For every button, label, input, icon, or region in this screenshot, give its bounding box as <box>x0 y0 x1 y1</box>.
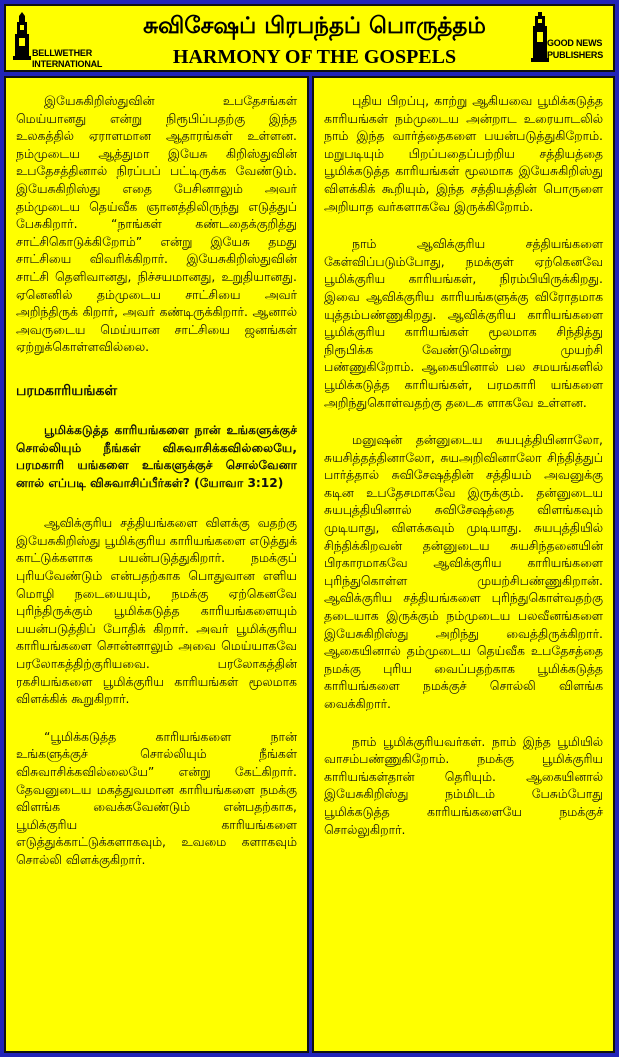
logo-right-line2: PUBLISHERS <box>547 50 604 60</box>
logo-left-line2: INTERNATIONAL <box>32 59 103 69</box>
right-paragraph-1: புதிய பிறப்பு, காற்று ஆகியவை பூமிக்கடுத்த காரியங்கள் நம்முடைய அன்றாட உரையாடலில் நாம் இந்த வார்த்தைகளை பயன்படுத்துகிறோம். மறுபடியும் பிறப்பதைப்பற்றிய சத்தியத்தை பூமிக்கடுத்த காரியங்கள் மூலமாக இயேசுகிறிஸ்து விளக்கிக் கூறியும், இந்த சத்தியத்தின் பொருளை அறியாத வர்களாகவே இருக்கிறோம். <box>324 93 603 214</box>
good-news-logo <box>529 12 607 68</box>
title-tamil: சுவிசேஷப் பிரபந்தப் பொருத்தம் <box>143 13 486 39</box>
right-column <box>312 76 615 1053</box>
paragraph-2: ஆவிக்குரிய சத்தியங்களை விளக்கு வதற்கு இயேசுகிறிஸ்து பூமிக்குரிய காரியங்களை எடுத்துக் காட்டுக்களாக பயன்படுத்துகிறார். நமக்குப் புரியவேண்டும் என்பதற்காக பொதுவான எளிய மொழி நடையையும், நமக்கு ஏற்கெனவே புரிந்திருக்கும் பூமிக்கடுத்த காரியங்களையும் பயன்படுத்திப் போதிக் கிறார். அவர் பூமிக்குரிய காரியங்களை சொன்னாலும் அவை மெய்யாகவே பரலோகத்திற்குரியவை. பரலோகத்தின் ரகசியங்களை பூமிக்குரிய காரியங்கள் மூலமாக விளக்கிக் கூறுகிறார். <box>16 515 297 707</box>
right-paragraph-4: நாம் பூமிக்குரியவர்கள். நாம் இந்த பூமியில் வாசம்பண்ணுகிறோம். நமக்கு பூமிக்குரிய காரியங்கள்தான் தெரியும். ஆகையினால் இயேசுகிறிஸ்து நம்மிடம் பேசும்போது பூமிக்கடுத்த காரியங்களையே நமக்குச் சொல்லுகிறார். <box>324 733 603 837</box>
intro-paragraph: இயேசுகிறிஸ்துவின் உபதேசங்கள் மெய்யானது என்று நிரூபிப்பதற்கு இந்த உலகத்தில் ஏராளமான ஆதாரங்கள் உள்ளன. நம்முடைய ஆத்துமா இயேசு கிறிஸ்துவின் உபதேசத்தினால் நிரப்பப் பட்டிருக்க வேண்டும். இயேசுகிறிஸ்து எதை பேசினாலும் அவர் தம்முடைய தெய்வீக ஞானத்திலிருந்து எடுத்துப் பேசுகிறார். “நாங்கள் கண்டதைக்குறித்து சாட்சிகொடுக்கிறோம்” என்று இயேசு தமது சாட்சியை விவரிக்கிறார். இயேசுகிறிஸ்துவின் சாட்சி தெளிவானது, நிச்சயமானது, உறுதியானது. ஏனெனில் தம்முடைய சாட்சியை அவர் அறிந்திருக் கிறார், அவர் கண்டிருக்கிறார். ஆனால் அவருடைய மெய்யான சாட்சியை ஜனங்கள் ஏற்றுக்கொள்ளவில்லை. <box>16 93 297 355</box>
section-heading: பரமகாரியங்கள் <box>16 382 118 399</box>
right-paragraph-2: நாம் ஆவிக்குரிய சத்தியங்களை கேள்விப்படும்போது, நமக்குள் ஏற்கெனவே பூமிக்குரிய காரியங்கள், நிரம்பியிருக்கிறது. இவை ஆவிக்குரிய காரியங்களுக்கு விரோதமாக யுத்தம்பண்ணுகிறது. ஆவிக்குரிய காரியங்களை பூமிக்குரிய காரியங்கள் மூலமாக சிந்தித்து நிரூபிக்க வேண்டுமென்று முயற்சி பண்ணுகிறோம். ஆகையினால் பல சமயங்களில் பூமிக்கடுத்த காரியங்கள், பரமகாரி யங்களை அறிந்துகொள்வதற்கு தடைக ளாகவே உள்ளன. <box>324 236 603 410</box>
title-english: HARMONY OF THE GOSPELS <box>172 46 457 68</box>
bell-tower-icon <box>12 12 32 68</box>
logo-left-line1: BELLWETHER <box>32 48 92 58</box>
paragraph-3: “பூமிக்கடுத்த காரியங்களை நான் உங்களுக்குச் சொல்லியும் நீங்கள் விசுவாசிக்கவில்லையே” என்று கேட்கிறார். தேவனுடைய மகத்துவமான காரியங்களை நமக்கு விளங்க வைக்கவேண்டும் என்பதற்காக, பூமிக்குரிய காரியங்களை எடுத்துக்காட்டுக்களாகவும், உவமை களாகவும் சொல்லி விளக்குகிறார். <box>16 728 297 867</box>
left-column <box>4 76 309 1053</box>
scripture-verse: பூமிக்கடுத்த காரியங்களை நான் உங்களுக்குச் சொல்லியும் நீங்கள் விசுவாசிக்கவில்லையே, பரமகாரி யங்களை உங்களுக்குச் சொல்வேனா னால் எப்படி விசுவாசிப்பீர்கள்? (யோவா 3:12) <box>16 422 297 490</box>
bellwether-logo <box>12 12 103 69</box>
right-paragraph-3: மனுஷன் தன்னுடைய சுயபுத்தியினாலோ, சுயசித்தத்தினாலோ, சுயஅறிவினாலோ சிந்தித்துப் பார்த்தால் சுவிசேஷத்தின் சத்தியம் அவனுக்கு கடின உபதேசமாகவே இருக்கும். தன்னுடைய சுயபுத்தியினால் சுவிசேஷத்தை விளங்கவும் முடியாது, விளக்கவும் முடியாது. சுயபுத்தியில் சிந்திக்கிறவன் தன்னுடைய சுயசிந்தனையின் பிரகாரமாகவே ஆவிக்குரிய காரியங்களை புரிந்துகொள்ள முயற்சிபண்ணுகிறான். ஆவிக்குரிய சத்தியங்களை புரிந்துகொள்வதற்கு தடையாக இருக்கும் நம்முடைய பலவீனங்களை இயேசுகிறிஸ்து அறிந்து வைத்திருக்கிறார். ஆகையினால் தம்முடைய தெய்வீக உபதேசத்தை நமக்கு புரிய வைப்பதற்காக பூமிக்கடுத்த காரியங்களை நமக்குச் சொல்லி விளங்க வைக்கிறார். <box>324 432 603 711</box>
header-banner <box>4 4 615 72</box>
logo-right-line1: GOOD NEWS <box>547 38 603 48</box>
